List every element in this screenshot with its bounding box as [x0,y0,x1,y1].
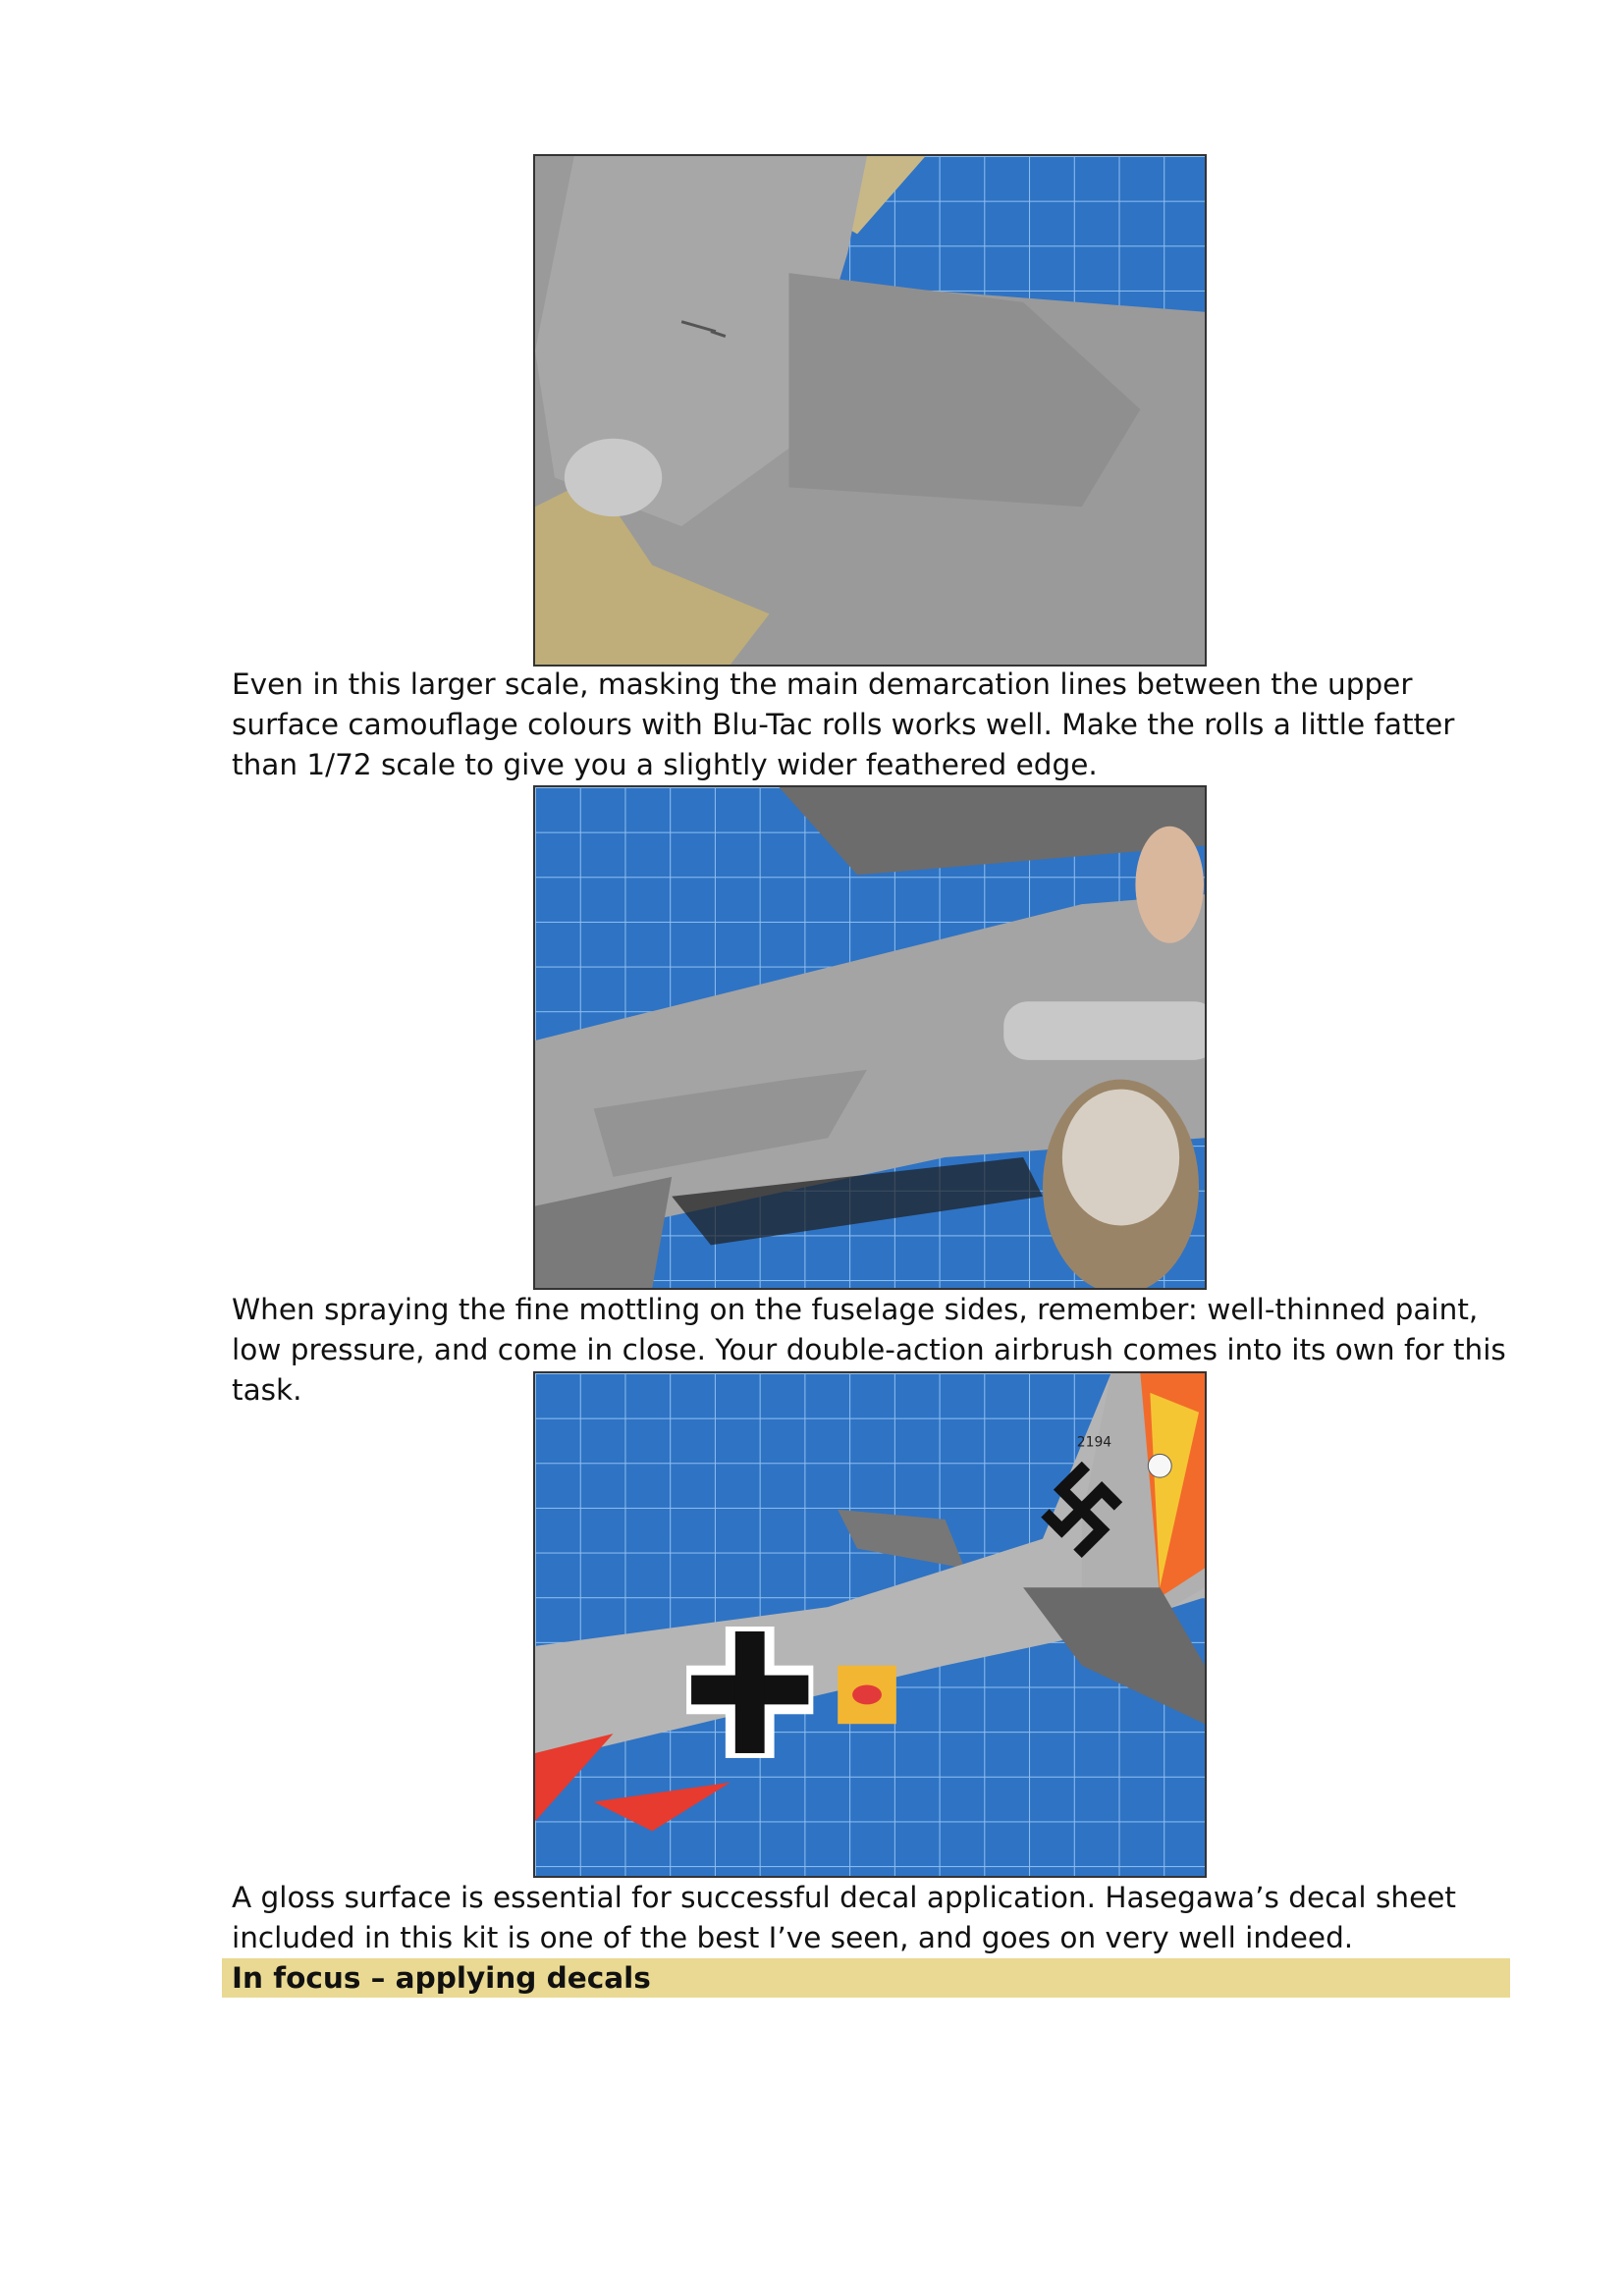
focus-heading-bar [222,1958,1510,1998]
airbrush-fuselage-photo [533,785,1207,1290]
decaled-tail-photo [533,1371,1207,1878]
tail-number-text: 2194 [1076,1434,1112,1451]
caption-masking: Even in this larger scale, masking the main demarcation lines between the upper surface camouflage colours with Blu-Tac rolls works well. Make the rolls a little fatter than 1/72 scale to give you a slightly wider feathered edge. [232,667,1455,781]
masked-wing-photo [533,154,1207,667]
caption-gloss: A gloss surface is essential for successful decal application. Hasegawa’s decal sheet included in this kit is one of the best I’ve seen, and goes on very well indeed. [232,1881,1456,1954]
focus-heading: In focus – applying decals [232,1961,651,1995]
caption-spraying: When spraying the fine mottling on the fuselage sides, remember: well-thinned paint, low pressure, and come in close. Your double-action airbrush comes into its own for this task. [232,1293,1506,1407]
